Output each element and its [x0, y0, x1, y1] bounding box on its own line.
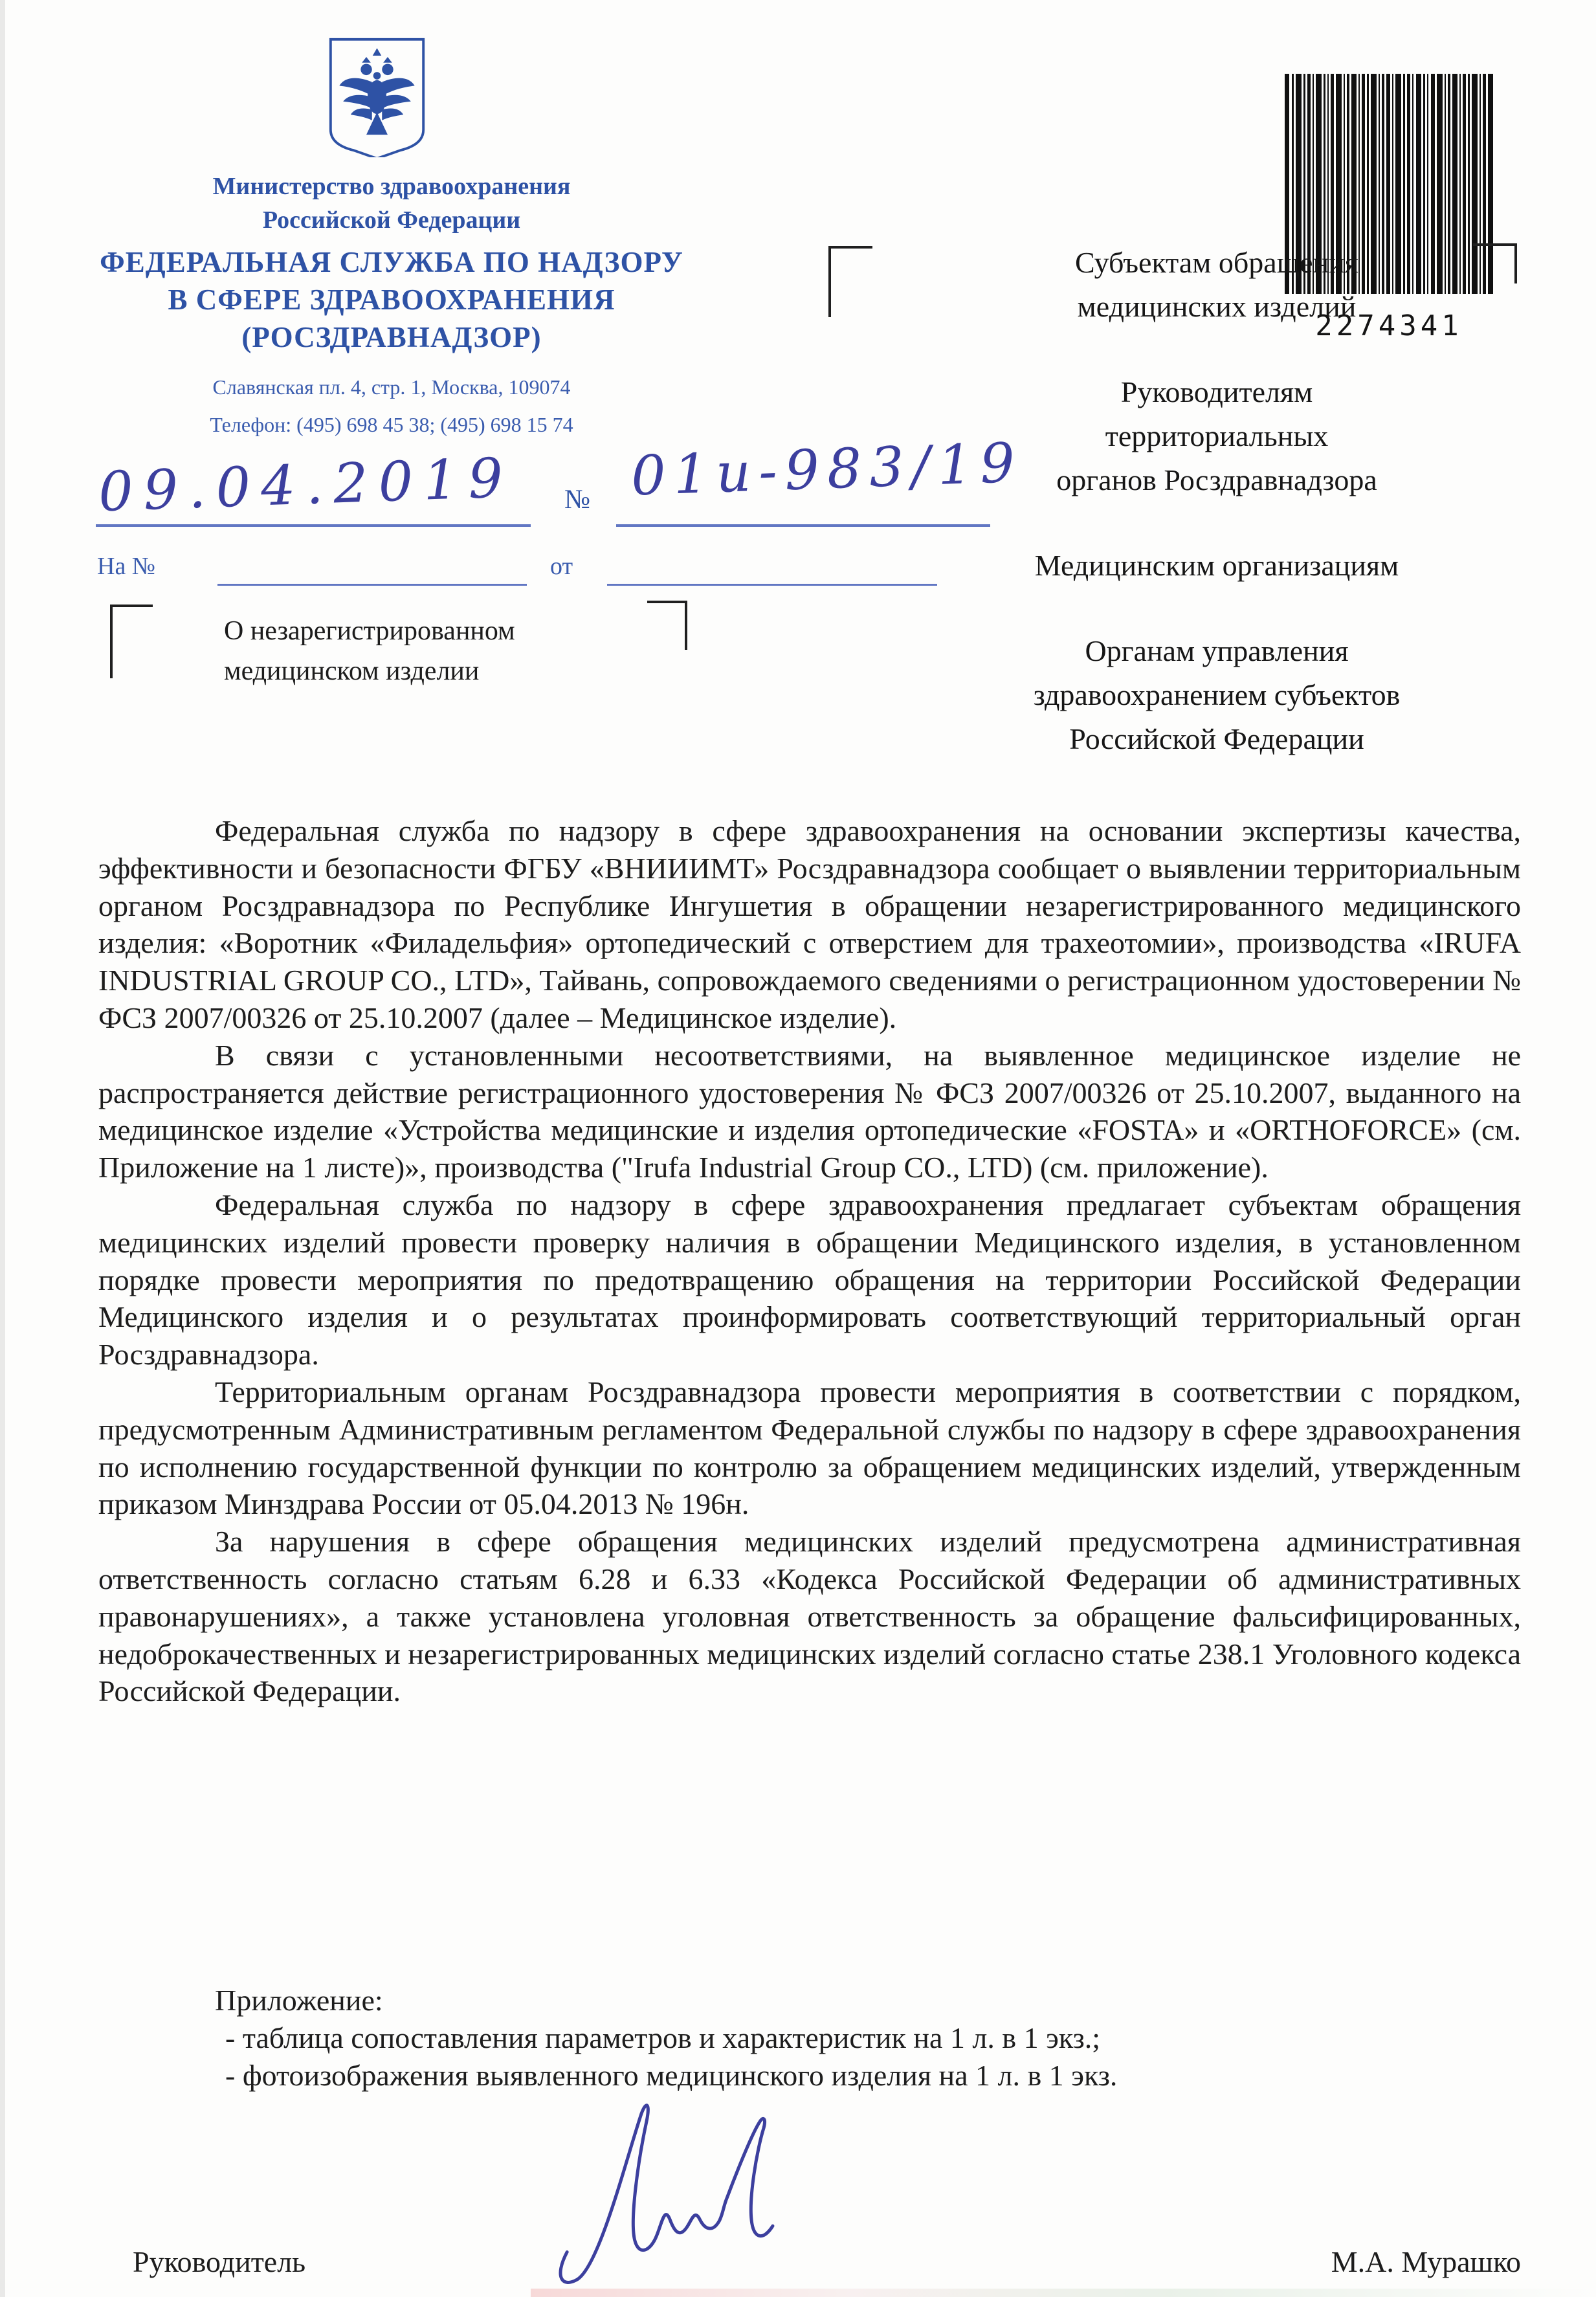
recipient-health-authorities — [893, 629, 1540, 761]
letterhead-phone: Телефон: (495) 698 45 38; (495) 698 15 74 — [210, 413, 573, 436]
subject-corner-left — [110, 605, 153, 678]
date-underline — [96, 524, 531, 527]
recipient-line: Органам управления — [1085, 634, 1349, 667]
coat-of-arms-icon — [327, 36, 427, 157]
reply-number-label: На № — [97, 553, 156, 580]
ministry-line-1: Министерство здравоохранения — [212, 173, 571, 200]
handwritten-number: 01и-983/19 — [630, 430, 1024, 508]
recipient-line: медицинских изделий — [1077, 290, 1357, 323]
attachment-item-2: - фотоизображения выявленного медицинского изделия на 1 л. в 1 экз. — [225, 2059, 1118, 2092]
subject-block — [224, 611, 690, 691]
body-paragraph-3: Федеральная служба по надзору в сфере здравоохранения предлагает субъектам обращения медицинских изделий провести проверку наличия в обращении Медицинского изделия, в установленном порядке провести мероприятия по предотвращению обращения на территории Российской Федерации Медицинского изделия и о результатах проинформировать соответствующий территориальный орган Росздравнадзора. — [98, 1188, 1521, 1371]
letterhead-address: Славянская пл. 4, стр. 1, Москва, 109074 — [212, 375, 571, 399]
body-paragraph-4: Территориальным органам Росздравнадзора провести мероприятия в соответствии с порядком, предусмотренным Административным регламентом Федеральной службы по надзору в сфере здравоохранения по исполнению государственной функции по контролю за обращением медицинских изделий, утвержденным приказом Минздрава России от 05.04.2013 № 196н. — [98, 1375, 1521, 1521]
recipient-line: органов Росздравнадзора — [1056, 463, 1377, 496]
body-paragraph-5: За нарушения в сфере обращения медицинских изделий предусмотрена административная ответственность согласно статьям 6.28 и 6.33 «Кодекса Российской Федерации об административных правонарушениях», а также установлена уголовная ответственность за обращение фальсифицированных, недоброкачественных и незарегистрированных медицинских изделий согласно статье 238.1 Уголовного кодекса Российской Федерации. — [98, 1525, 1521, 1708]
recipient-subjects — [893, 241, 1540, 329]
scan-color-artifact — [531, 2289, 1596, 2297]
attachments-label: Приложение: — [215, 1984, 383, 2017]
reply-from-label: от — [550, 553, 573, 580]
handwritten-date: 09.04.2019 — [97, 445, 515, 524]
letterhead-ministry — [71, 170, 712, 237]
service-line-1: ФЕДЕРАЛЬНАЯ СЛУЖБА ПО НАДЗОРУ — [100, 246, 683, 278]
recipient-line: Субъектам обращения — [1075, 246, 1358, 279]
body-paragraph-2: В связи с установленными несоответствиями, на выявленное медицинское изделие не распространяется действие регистрационного удостоверения № ФСЗ 2007/00326 от 25.10.2007, выданного на медицинское изделие «Устройства медицинские и изделия ортопедические «FOSTA» и «ORTHOFORCE» (см. Приложение на 1 листе)», производства ("Irufa Industrial Group CO., LTD) (см. приложение). — [98, 1038, 1521, 1184]
recipient-line: Руководителям — [1120, 375, 1313, 408]
attachments-block — [98, 1982, 1521, 2094]
reply-number-underline — [217, 584, 527, 586]
reply-from-underline — [607, 584, 937, 586]
number-sign: № — [564, 485, 591, 515]
signer-name: М.А. Мурашко — [1331, 2245, 1521, 2278]
service-line-3: (РОСЗДРАВНАДЗОР) — [241, 321, 542, 353]
service-line-2: В СФЕРЕ ЗДРАВООХРАНЕНИЯ — [168, 283, 615, 316]
subject-line-1: О незарегистрированном — [224, 616, 515, 646]
letterhead-service — [71, 243, 712, 356]
scan-edge-artifact — [0, 0, 5, 2297]
barcode-number: 2274341 — [1315, 309, 1463, 342]
recipient-medical-organizations — [893, 544, 1540, 588]
recipient-line: Российской Федерации — [1069, 722, 1364, 755]
recipient-line: Медицинским организациям — [1034, 549, 1399, 582]
ministry-line-2: Российской Федерации — [262, 206, 521, 234]
body-paragraph-1: Федеральная служба по надзору в сфере здравоохранения на основании экспертизы качества, эффективности и безопасности ФГБУ «ВНИИИМТ» Росздравнадзора сообщает о выявлении территориальным органом Росздравнадзора по Республике Ингушетия в обращении незарегистрированного медицинского изделия: «Воротник «Филадельфия» ортопедический с отверстием для трахеотомии», производства «IRUFA INDUSTRIAL GROUP CO., LTD», Тайвань, сопровождаемого сведениями о регистрационном удостоверении № ФСЗ 2007/00326 от 25.10.2007 (далее – Медицинское изделие). — [98, 814, 1521, 1034]
signer-title: Руководитель — [133, 2245, 306, 2278]
recipient-list — [893, 241, 1540, 803]
attachment-item-1: - таблица сопоставления параметров и характеристик на 1 л. в 1 экз.; — [225, 2021, 1101, 2054]
handwritten-signature — [549, 2102, 777, 2291]
letter-body — [98, 812, 1521, 1710]
subject-line-2: медицинском изделии — [224, 656, 480, 686]
recipient-corner-left — [828, 246, 872, 317]
recipient-line: здравоохранением субъектов — [1033, 678, 1401, 711]
recipient-line: территориальных — [1105, 419, 1329, 452]
number-underline — [616, 524, 990, 527]
